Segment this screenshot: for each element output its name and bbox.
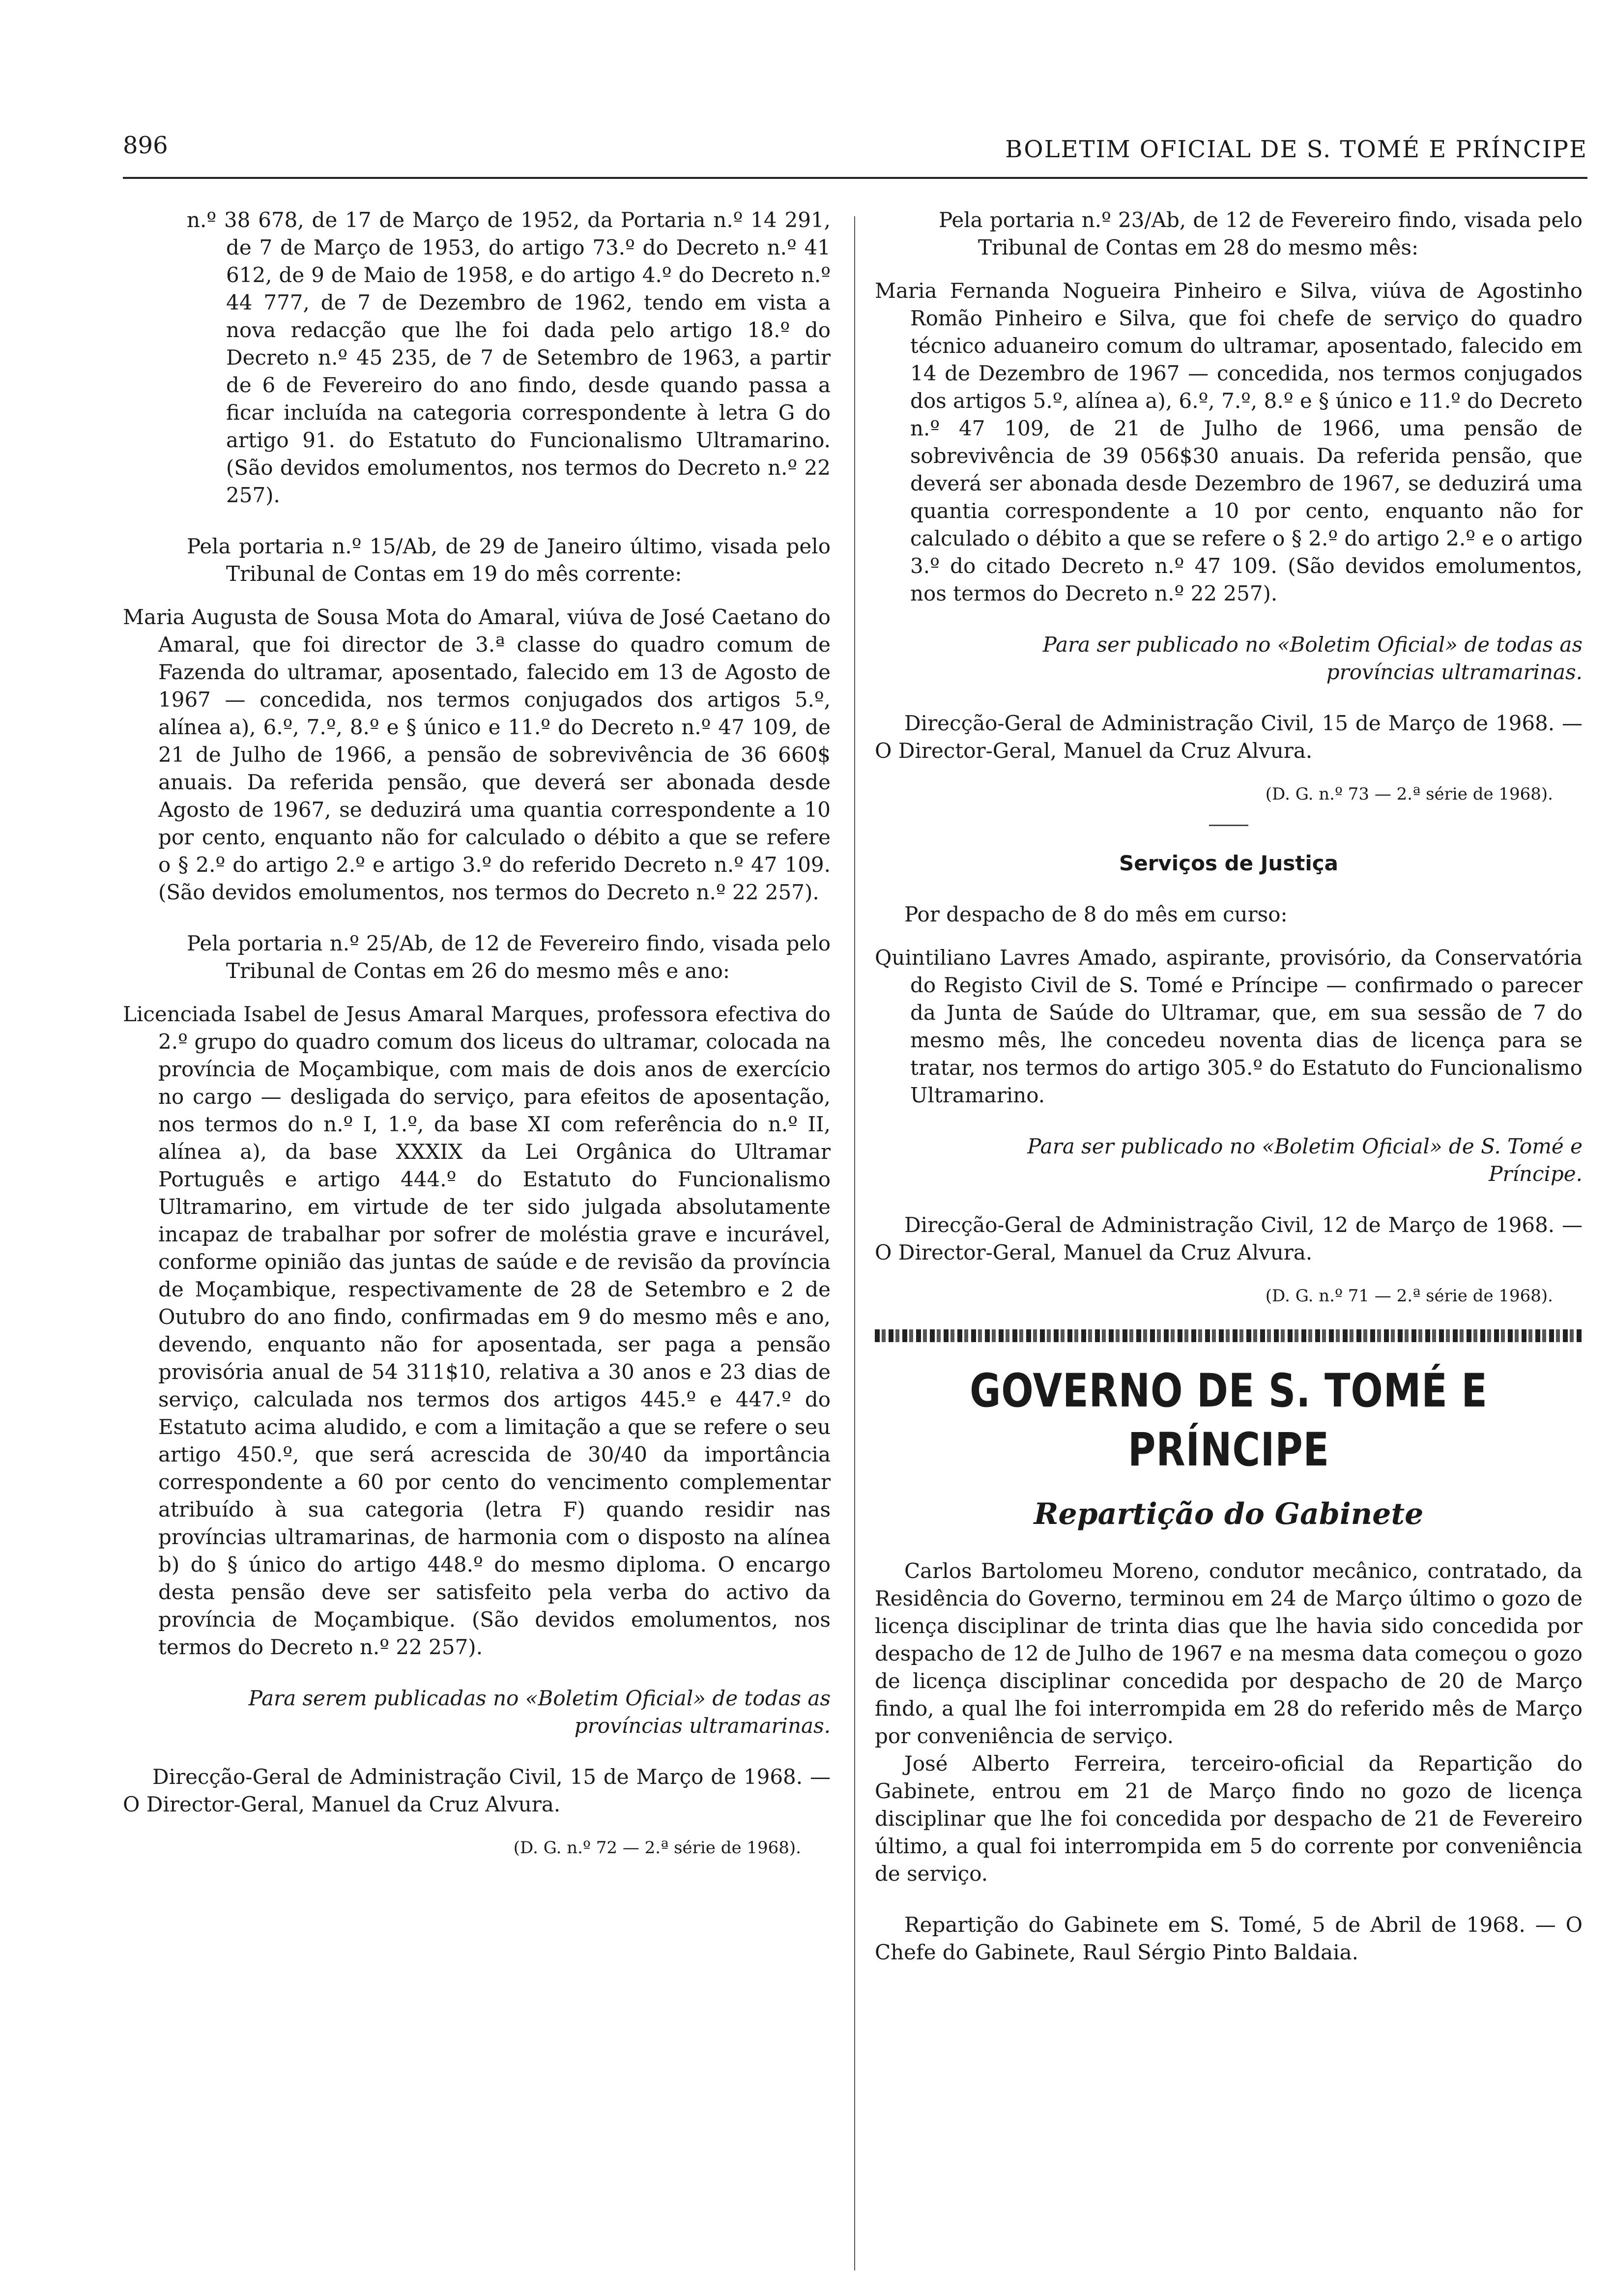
reference: (D. G. n.º 72 — 2.ª série de 1968).: [513, 1838, 801, 1858]
gabinete-signature: Repartição do Gabinete em S. Tomé, 5 de Abril de 1968. — O Chefe do Gabinete, Raul Sérgio Pinto Baldaia.: [875, 1913, 1583, 1964]
reference-1: (D. G. n.º 73 — 2.ª série de 1968).: [1265, 784, 1553, 804]
signature-2: Direcção-Geral de Administração Civil, 12 de Março de 1968. — O Director-Geral, Manuel da Cruz Alvura.: [875, 1213, 1583, 1264]
portaria-15-body: Maria Augusta de Sousa Mota do Amaral, viúva de José Caetano do Amaral, que foi director de 3.ª classe do quadro comum de Fazenda do ultramar, aposentado, falecido em 13 de Agosto de 1967 — concedida, nos termos conjugados dos artigos 5.º, alínea a), 6.º, 7.º, 8.º e § único e 11.º do Decreto n.º 47 109, de 21 de Julho de 1966, a pensão de sobrevivência de 36 660$ anuais. Da referida pensão, que deverá ser abonada desde Agosto de 1967, se deduzirá uma quantia correspondente a 10 por cento, enquanto não for calculado o débito a que se refere o § 2.º do artigo 2.º e artigo 3.º do referido Decreto n.º 47 109. (São devidos emolumentos, nos termos do Decreto n.º 22 257).: [123, 605, 831, 904]
signature-1: Direcção-Geral de Administração Civil, 15 de Março de 1968. — O Director-Geral, Manuel da Cruz Alvura.: [875, 711, 1583, 763]
column-divider: [854, 216, 855, 2270]
left-column: [123, 206, 831, 1862]
department-subtitle: Repartição do Gabinete: [1034, 1497, 1424, 1531]
publish-note-2: Para ser publicado no «Boletim Oficial» de S. Tomé e Príncipe.: [1027, 1134, 1583, 1186]
government-title: GOVERNO DE S. TOMÉ E PRÍNCIPE: [970, 1364, 1488, 1477]
header-rule: [123, 177, 1587, 179]
continued-paragraph: n.º 38 678, de 17 de Março de 1952, da Portaria n.º 14 291, de 7 de Março de 1953, do artigo 73.º do Decreto n.º 41 612, de 9 de Maio de 1958, e do artigo 4.º do Decreto n.º 44 777, de 7 de Dezembro de 1962, tendo em vista a nova redacção que lhe foi dada pelo artigo 18.º do Decreto n.º 45 235, de 7 de Setembro de 1963, a partir de 6 de Fevereiro do ano findo, desde quando passa a ficar incluída na categoria correspondente à letra G do artigo 91. do Estatuto do Funcionalismo Ultramarino. (São devidos emolumentos, nos termos do Decreto n.º 22 257).: [187, 208, 831, 507]
portaria-25-body: Licenciada Isabel de Jesus Amaral Marques, professora efectiva do 2.º grupo do quadro comum dos liceus do ultramar, colocada na província de Moçambique, com mais de dois anos de exercício no cargo — desligada do serviço, para efeitos de aposentação, nos termos do n.º I, 1.º, da base XI com referência do n.º II, alínea a), da base XXXIX da Lei Orgânica do Ultramar Português e artigo 444.º do Estatuto do Funcionalismo Ultramarino, em virtude de ter sido julgada absolutamente incapaz de trabalhar por sofrer de moléstia grave e incurável, conforme opinião das juntas de saúde e de revisão da província de Moçambique, respectivamente de 28 de Setembro e 2 de Outubro do ano findo, confirmadas em 9 do mesmo mês e ano, devendo, enquanto não for aposentada, ser paga a pensão provisória anual de 54 311$10, relativa a 30 anos e 23 dias de serviço, calculada nos termos dos artigos 445.º e 447.º do Estatuto acima aludido, e com a limitação a que se refere o seu artigo 450.º, que será acrescida de 30/40 da importância correspondente a 60 por cento do vencimento complementar atribuído à sua categoria (letra F) quando residir nas províncias ultramarinas, de harmonia com o disposto na alínea b) do § único do artigo 448.º do mesmo diploma. O encargo desta pensão deve ser satisfeito pela verba do activo da província de Moçambique. (São devidos emolumentos, nos termos do Decreto n.º 22 257).: [123, 1002, 831, 1659]
publish-note: Para serem publicadas no «Boletim Oficial» de todas as províncias ultramarinas.: [248, 1686, 831, 1738]
publication-title: BOLETIM OFICIAL DE S. TOMÉ E PRÍNCIPE: [1005, 136, 1587, 163]
justice-body: Quintiliano Lavres Amado, aspirante, provisório, da Conservatória do Registo Civil de S. Tomé e Príncipe — confirmado o parecer da Junta de Saúde do Ultramar, que, em sua sessão de 7 do mesmo mês, lhe concedeu noventa dias de licença para se tratar, nos termos do artigo 305.º do Estatuto do Funcionalismo Ultramarino.: [875, 946, 1583, 1107]
portaria-23-body: Maria Fernanda Nogueira Pinheiro e Silva, viúva de Agostinho Romão Pinheiro e Silva, que foi chefe de serviço do quadro técnico aduaneiro comum do ultramar, aposentado, falecido em 14 de Dezembro de 1967 — concedida, nos termos conjugados dos artigos 5.º, alínea a), 6.º, 7.º, 8.º e § único e 11.º do Decreto n.º 47 109, de 21 de Julho de 1966, uma pensão de sobrevivência de 39 056$30 anuais. Da referida pensão, que deverá ser abonada desde Dezembro de 1967, se deduzirá uma quantia correspondente a 10 por cento, enquanto não for calculado o débito a que se refere o § 2.º do artigo 2.º e o artigo 3.º do citado Decreto n.º 47 109. (São devidos emolumentos, nos termos do Decreto n.º 22 257).: [875, 279, 1583, 605]
section-heading-justica: Serviços de Justiça: [1119, 851, 1338, 875]
right-column: [875, 206, 1583, 1966]
signature: Direcção-Geral de Administração Civil, 15 de Março de 1968. — O Director-Geral, Manuel da Cruz Alvura.: [123, 1765, 831, 1816]
page-header: [123, 132, 1587, 176]
gabinete-paragraph-2: José Alberto Ferreira, terceiro-oficial da Repartição do Gabinete, entrou em 21 de Março findo no gozo de licença disciplinar que lhe foi concedida por despacho de 21 de Fevereiro último, a qual foi interrompida em 5 do corrente por conveniência de serviço.: [875, 1751, 1583, 1886]
short-rule: [1209, 825, 1248, 826]
justice-intro: Por despacho de 8 do mês em curso:: [904, 902, 1288, 926]
ornamental-rule: [875, 1329, 1583, 1342]
gabinete-paragraph-1: Carlos Bartolomeu Moreno, condutor mecânico, contratado, da Residência do Governo, terminou em 24 de Março último o gozo de licença disciplinar de trinta dias que lhe havia sido concedida por despacho de 12 de Julho de 1967 e na mesma data começou o gozo de licença disciplinar concedida por despacho de 20 de Março findo, a qual lhe foi interrompida em 28 do referido mês de Março por conveniência de serviço.: [875, 1559, 1583, 1748]
portaria-15-intro: Pela portaria n.º 15/Ab, de 29 de Janeiro último, visada pelo Tribunal de Contas em 19 do mês corrente:: [187, 534, 831, 586]
portaria-25-intro: Pela portaria n.º 25/Ab, de 12 de Fevereiro findo, visada pelo Tribunal de Contas em 26 do mesmo mês e ano:: [187, 931, 831, 983]
publish-note-1: Para ser publicado no «Boletim Oficial» de todas as províncias ultramarinas.: [1042, 632, 1583, 684]
page-number: 896: [123, 132, 168, 159]
portaria-23-intro: Pela portaria n.º 23/Ab, de 12 de Fevereiro findo, visada pelo Tribunal de Contas em 28 do mesmo mês:: [939, 208, 1583, 259]
reference-2: (D. G. n.º 71 — 2.ª série de 1968).: [1265, 1286, 1553, 1306]
